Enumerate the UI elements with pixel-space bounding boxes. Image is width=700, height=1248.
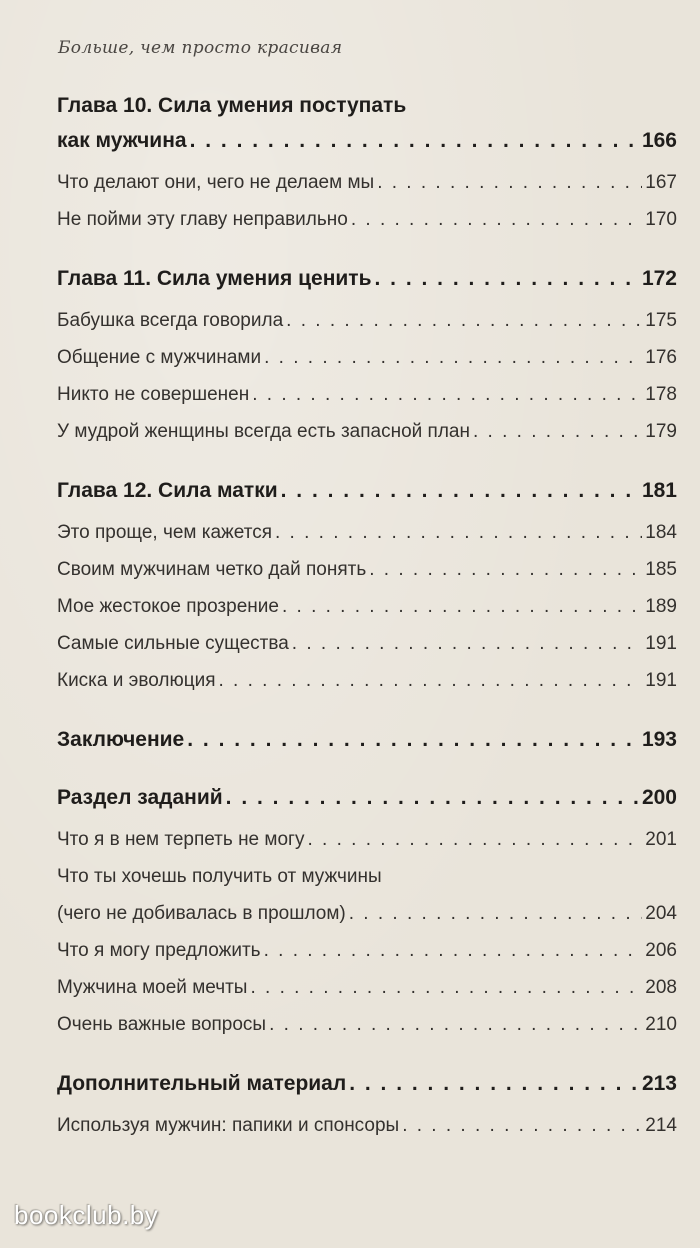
chapter-title: Раздел заданий — [57, 786, 223, 809]
chapter-title: Глава 12. Сила матки — [57, 479, 278, 502]
page-number: 181 — [641, 479, 677, 502]
section-title: Киска и эволюция — [57, 670, 216, 691]
toc-section — [57, 201, 677, 238]
dot-leader — [349, 1066, 639, 1101]
dot-leader — [375, 261, 639, 296]
page-number: 201 — [645, 829, 677, 850]
dot-leader — [219, 662, 643, 699]
toc-chapter-10 — [57, 88, 677, 158]
running-head: Больше, чем просто красивая — [58, 38, 343, 58]
page-number: 214 — [645, 1115, 677, 1136]
toc-section — [57, 588, 677, 625]
section-title: Бабушка всегда говорила — [57, 310, 284, 331]
page-number: 178 — [645, 384, 677, 405]
dot-leader — [292, 625, 643, 662]
toc-section — [57, 1006, 677, 1043]
dot-leader — [282, 588, 642, 625]
page-number: 193 — [641, 728, 677, 751]
chapter-title: Глава 11. Сила умения ценить — [57, 267, 372, 290]
page-number: 204 — [645, 903, 677, 924]
toc-section — [57, 551, 677, 588]
section-title: У мудрой женщины всегда есть запасной план — [57, 421, 470, 442]
toc-section — [57, 514, 677, 551]
dot-leader — [275, 514, 642, 551]
section-title-line: Что ты хочешь получить от мужчины — [57, 866, 382, 887]
toc-section — [57, 413, 677, 450]
section-title: Самые сильные существа — [57, 633, 289, 654]
watermark: bookclub.by — [14, 1200, 159, 1230]
dot-leader — [269, 1006, 642, 1043]
section-title: Не пойми эту главу неправильно — [57, 209, 348, 230]
section-title: Общение с мужчинами — [57, 347, 262, 368]
page-number: 210 — [645, 1014, 677, 1035]
section-title: Что я в нем терпеть не могу — [57, 829, 305, 850]
page-number: 170 — [645, 209, 677, 230]
dot-leader — [307, 821, 642, 858]
page-number: 167 — [645, 172, 677, 193]
toc-chapter-12 — [57, 473, 677, 508]
toc-section — [57, 339, 677, 376]
toc-section — [57, 164, 677, 201]
chapter-title: Дополнительный материал — [57, 1072, 347, 1095]
dot-leader — [187, 722, 639, 757]
dot-leader — [264, 339, 642, 376]
toc-section — [57, 969, 677, 1006]
toc-tasks — [57, 780, 677, 815]
chapter-title-line: Глава 10. Сила умения поступать — [57, 94, 407, 117]
toc-section — [57, 932, 677, 969]
section-title: Это проще, чем кажется — [57, 522, 272, 543]
toc-extra-material — [57, 1066, 677, 1101]
dot-leader — [349, 895, 643, 932]
toc-section — [57, 662, 677, 699]
page-number: 213 — [641, 1072, 677, 1095]
chapter-title: Заключение — [57, 728, 185, 751]
chapter-title-line: как мужчина — [57, 129, 187, 152]
section-title: Очень важные вопросы — [57, 1014, 267, 1035]
toc-conclusion — [57, 722, 677, 757]
dot-leader — [281, 473, 639, 508]
page-number: 191 — [645, 670, 677, 691]
dot-leader — [473, 413, 642, 450]
page-number: 200 — [641, 786, 677, 809]
page-number: 179 — [645, 421, 677, 442]
table-of-contents — [57, 88, 677, 1144]
page-number: 175 — [645, 310, 677, 331]
section-title: Мое жестокое прозрение — [57, 596, 279, 617]
toc-section — [57, 1107, 677, 1144]
page-number: 166 — [641, 129, 677, 152]
toc-section-multiline — [57, 858, 677, 932]
dot-leader — [377, 164, 642, 201]
dot-leader — [190, 123, 639, 158]
dot-leader — [402, 1107, 642, 1144]
dot-leader — [369, 551, 642, 588]
toc-section — [57, 625, 677, 662]
page-number: 191 — [645, 633, 677, 654]
dot-leader — [250, 969, 642, 1006]
page-number: 184 — [645, 522, 677, 543]
toc-section — [57, 302, 677, 339]
toc-chapter-11 — [57, 261, 677, 296]
page-number: 176 — [645, 347, 677, 368]
dot-leader — [286, 302, 642, 339]
dot-leader — [252, 376, 642, 413]
page-number: 206 — [645, 940, 677, 961]
page-number: 172 — [641, 267, 677, 290]
section-title: Мужчина моей мечты — [57, 977, 248, 998]
page-number: 208 — [645, 977, 677, 998]
dot-leader — [351, 201, 642, 238]
dot-leader — [264, 932, 643, 969]
section-title: Никто не совершенен — [57, 384, 250, 405]
page-number: 185 — [645, 559, 677, 580]
toc-section — [57, 376, 677, 413]
section-title: Что делают они, чего не делаем мы — [57, 172, 375, 193]
section-title: Используя мужчин: папики и спонсоры — [57, 1115, 400, 1136]
toc-section — [57, 821, 677, 858]
section-title-line: (чего не добивалась в прошлом) — [57, 903, 346, 924]
dot-leader — [226, 780, 639, 815]
section-title: Что я могу предложить — [57, 940, 261, 961]
section-title: Своим мужчинам четко дай понять — [57, 559, 367, 580]
page-number: 189 — [645, 596, 677, 617]
